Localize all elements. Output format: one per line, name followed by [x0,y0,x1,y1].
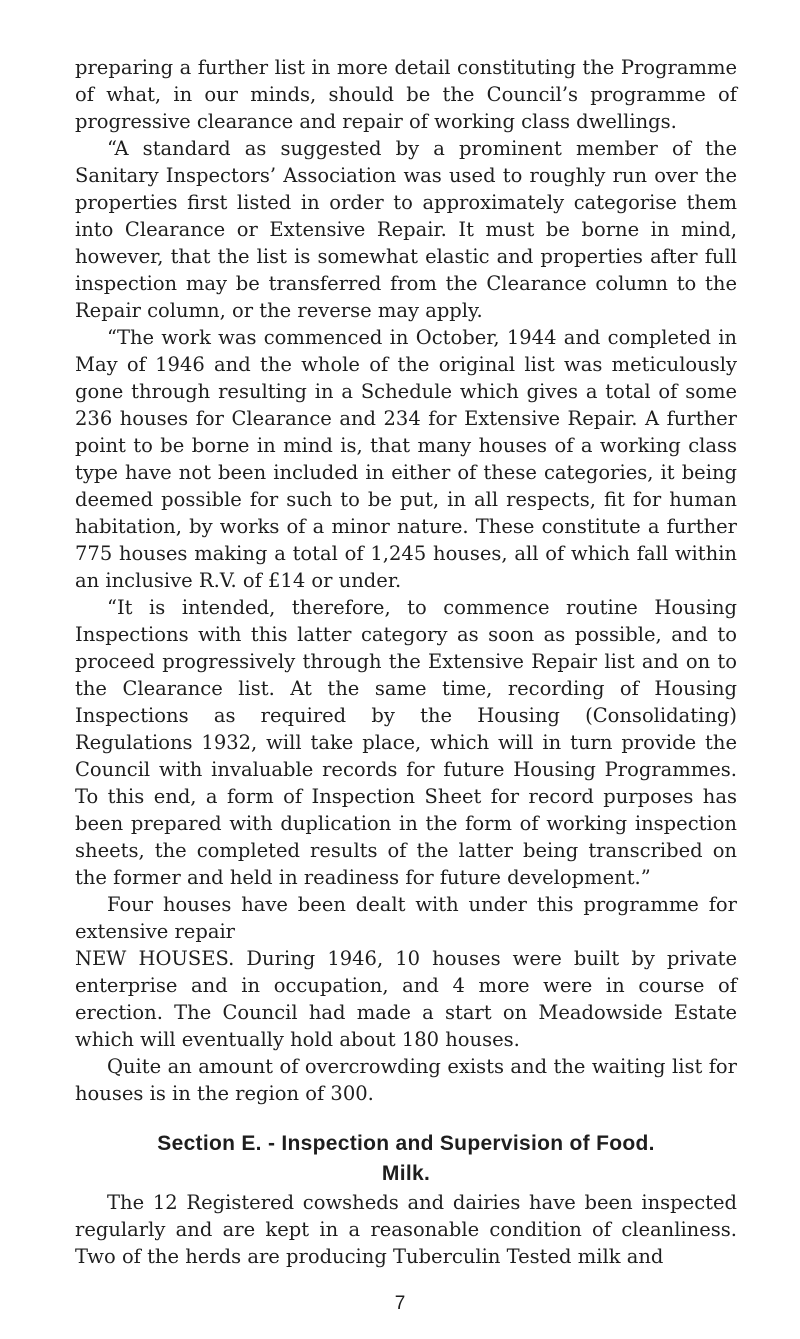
paragraph-extensive-repair: Four houses have been dealt with under this programme for extensive repair [75,893,737,943]
paragraph-overcrowding: Quite an amount of overcrowding exists and the waiting list for houses is in the region of 300. [75,1055,737,1105]
paragraph-housing-inspections: “It is intended, therefore, to commence routine Housing Inspections with this latter category as soon as possible, and to proceed progressively through the Extensive Repair list and on to the Clearance list. At the same time, recording of Housing Inspections as required by the Housing (Consolidating) Regulations 1932, will take place, which will in turn provide the Council with invaluable records for future Housing Programmes. To this end, a form of Inspection Sheet for record purposes has been prepared with duplication in the form of working inspection sheets, the completed results of the latter being transcribed on the former and held in readiness for future development.” [75,596,737,889]
document-page [75,54,737,1270]
page-number: 7 [394,1293,406,1314]
paragraph-work-commenced: “The work was commenced in October, 1944 and completed in May of 1946 and the whole of the original list was meticulously gone through resulting in a Schedule which gives a total of some 236 houses for Clearance and 234 for Extensive Repair. A further point to be borne in mind is, that many houses of a working class type have not been included in either of these categories, it being deemed possible for such to be put, in all respects, fit for human habitation, by works of a minor nature. These constitute a further 775 houses making a total of 1,245 houses, all of which fall within an inclusive R.V. of £14 or under. [75,326,737,592]
paragraph-standard: “A standard as suggested by a prominent member of the Sanitary Inspectors’ Association was used to roughly run over the properties first listed in order to approximately categorise them into Clearance or Extensive Repair. It must be borne in mind, however, that the list is somewhat elastic and properties after full inspection may be transferred from the Clearance column to the Repair column, or the reverse may apply. [75,137,737,322]
section-heading: Section E. - Inspection and Supervision of Food. [157,1132,655,1155]
paragraph-programme-intro: preparing a further list in more detail constituting the Programme of what, in our minds, should be the Council’s programme of progressive clearance and repair of working class dwellings. [75,56,737,133]
paragraph-new-houses: NEW HOUSES. During 1946, 10 houses were built by private enterprise and in occupation, and 4 more were in course of erection. The Council had made a start on Meadowside Estate which will eventually hold about 180 houses. [75,947,737,1051]
paragraph-cowsheds: The 12 Registered cowsheds and dairies have been inspected regularly and are kept in a reasonable condition of cleanliness. Two of the herds are producing Tuberculin Tested milk and [75,1191,737,1268]
subsection-heading: Milk. [381,1162,431,1185]
